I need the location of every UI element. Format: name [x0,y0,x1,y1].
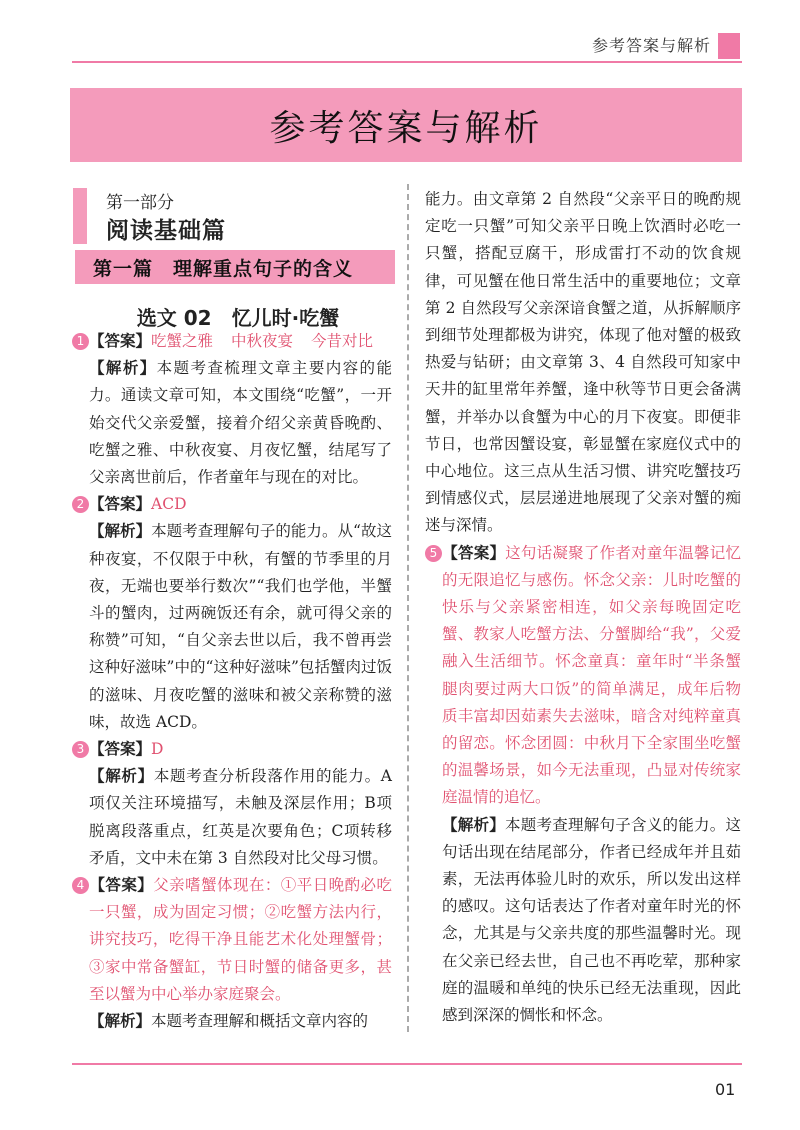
analysis-label: 【解析】 [89,1012,152,1031]
question-1-answer [72,328,392,355]
question-4-answer [72,872,392,1008]
question-1-analysis [72,355,392,491]
answer-label: 【答案】 [89,495,152,514]
answer-label: 【答案】 [89,332,152,350]
question-4-analysis-continued: 能力。由文章第 2 自然段“父亲平日的晚酌规定吃一只蟹”可知父亲平日晚上饮酒时必吃一只蟹，搭配豆腐干，形成雷打不动的饮食规律，可见蟹在他日常生活中的重要地位；文章第 2 自然段写父亲深谙食蟹之道，从拆解顺序到细节处理都极为讲究，体现了他对蟹的极致热爱与钻研；由文章第 3、4 自然段可知家中天井的缸里常年养蟹，逢中秋等节日更会备满蟹，并举办以食蟹为中心的月下夜宴。即便非节日，也常因蟹设宴，彰显蟹在家庭仪式中的中心地位。这三点从生活习惯、讲究吃蟹技巧到情感仪式，层层递进地展现了父亲对蟹的痴迷与深情。 [425,190,741,535]
part-label: 第一部分 [106,193,174,213]
page-title: 参考答案与解析 [269,107,543,149]
analysis-text: 本题考查理解句子含义的能力。这句话出现在结尾部分，作者已经成年并且茹素，无法再体验儿时的欢乐，所以发出这样的感叹。这句话表达了作者对童年时光的怀念，尤其是与父亲共度的那些温馨时光。现在父亲已经去世，自己也不再吃荤，那种家庭的温暖和单纯的快乐已经无法重现，因此感到深深的惆怅和怀念。 [442,815,741,1025]
question-number-badge: 4 [72,877,89,894]
part-heading [70,188,400,244]
section-title: 第一篇 理解重点句子的含义 [93,257,354,280]
answer-text: 今昔对比 [311,332,374,350]
part-accent-bar [73,188,87,244]
answer-text: D [151,740,164,759]
answer-text: 父亲嗜蟹体现在：①平日晚酌必吃一只蟹，成为固定习惯；②吃蟹方法内行，讲究技巧，吃得干净且能艺术化处理蟹骨；③家中常备蟹缸，节日时蟹的储备更多，甚至以蟹为中心举办家庭聚会。 [89,876,392,1003]
answer-label: 【答案】 [89,876,154,895]
right-column [425,186,741,1029]
question-number-badge: 3 [72,741,89,758]
article-title: 选文 02 忆儿时·吃蟹 [136,306,340,330]
question-number-badge: 5 [425,545,442,562]
answer-text: 中秋夜宴 [231,332,294,350]
footer-rule [72,1063,742,1065]
header-accent-block [718,33,740,59]
answer-text: ACD [151,495,187,514]
column-divider [407,184,409,1032]
answer-text: 这句话凝聚了作者对童年温馨记忆的无限追忆与感伤。怀念父亲：儿时吃蟹的快乐与父亲紧密相连，如父亲每晚固定吃蟹、教家人吃蟹方法、分蟹脚给“我”，父爱融入生活细节。怀念童真：童年时“半条蟹腿肉要过两大口饭”的简单满足，成年后物质丰富却因茹素失去滋味，暗含对纯粹童真的留恋。怀念团圆：中秋月下全家围坐吃蟹的温馨场景，如今无法重现，凸显对传统家庭温情的追忆。 [442,543,741,807]
section-heading [75,250,395,284]
analysis-text: 本题考查理解和概括文章内容的 [151,1012,369,1031]
analysis-label: 【解析】 [442,815,505,834]
question-2-analysis [72,518,392,736]
question-5-analysis [425,812,741,1030]
running-header-title: 参考答案与解析 [592,36,712,55]
left-column [72,328,392,1035]
analysis-label: 【解析】 [89,522,152,541]
question-5-answer [425,540,741,812]
question-number-badge: 2 [72,496,89,513]
analysis-label: 【解析】 [89,767,154,786]
running-header [580,33,740,59]
page-banner [70,88,742,162]
analysis-text: 本题考查梳理文章主要内容的能力。通读文章可知，本文围绕“吃蟹”，一开始交代父亲爱蟹，接着介绍父亲黄昏晚酌、吃蟹之雅、中秋夜宴、月夜忆蟹，结尾写了父亲离世前后，作者童年与现在的对比。 [89,359,392,487]
answer-text: 吃蟹之雅 [151,332,214,350]
page-number: 01 [715,1080,736,1099]
analysis-label: 【解析】 [89,359,157,378]
analysis-text: 本题考查理解句子的能力。从“故这种夜宴，不仅限于中秋，有蟹的节季里的月夜，无端也要举行数次”“我们也学他，半蟹斗的蟹肉，过两碗饭还有余，就可得父亲的称赞”可知，“自父亲去世以后，我不曾再尝这种好滋味”中的“这种好滋味”包括蟹肉过饭的滋味、月夜吃蟹的滋味和被父亲称赞的滋味，故选 ACD。 [89,522,392,731]
answer-label: 【答案】 [442,543,506,562]
question-2-answer [72,491,392,518]
part-title: 阅读基础篇 [106,218,226,244]
analysis-text: 本题考查分析段落作用的能力。A项仅关注环境描写，未触及深层作用；B项脱离段落重点，红英是次要角色；C项转移矛盾，文中未在第 3 自然段对比父母习惯。 [89,767,392,867]
question-number-badge: 1 [72,333,89,350]
answer-label: 【答案】 [89,740,152,759]
question-4-analysis [72,1008,392,1035]
question-3-answer [72,736,392,763]
question-3-analysis [72,763,392,872]
header-rule [72,61,742,63]
